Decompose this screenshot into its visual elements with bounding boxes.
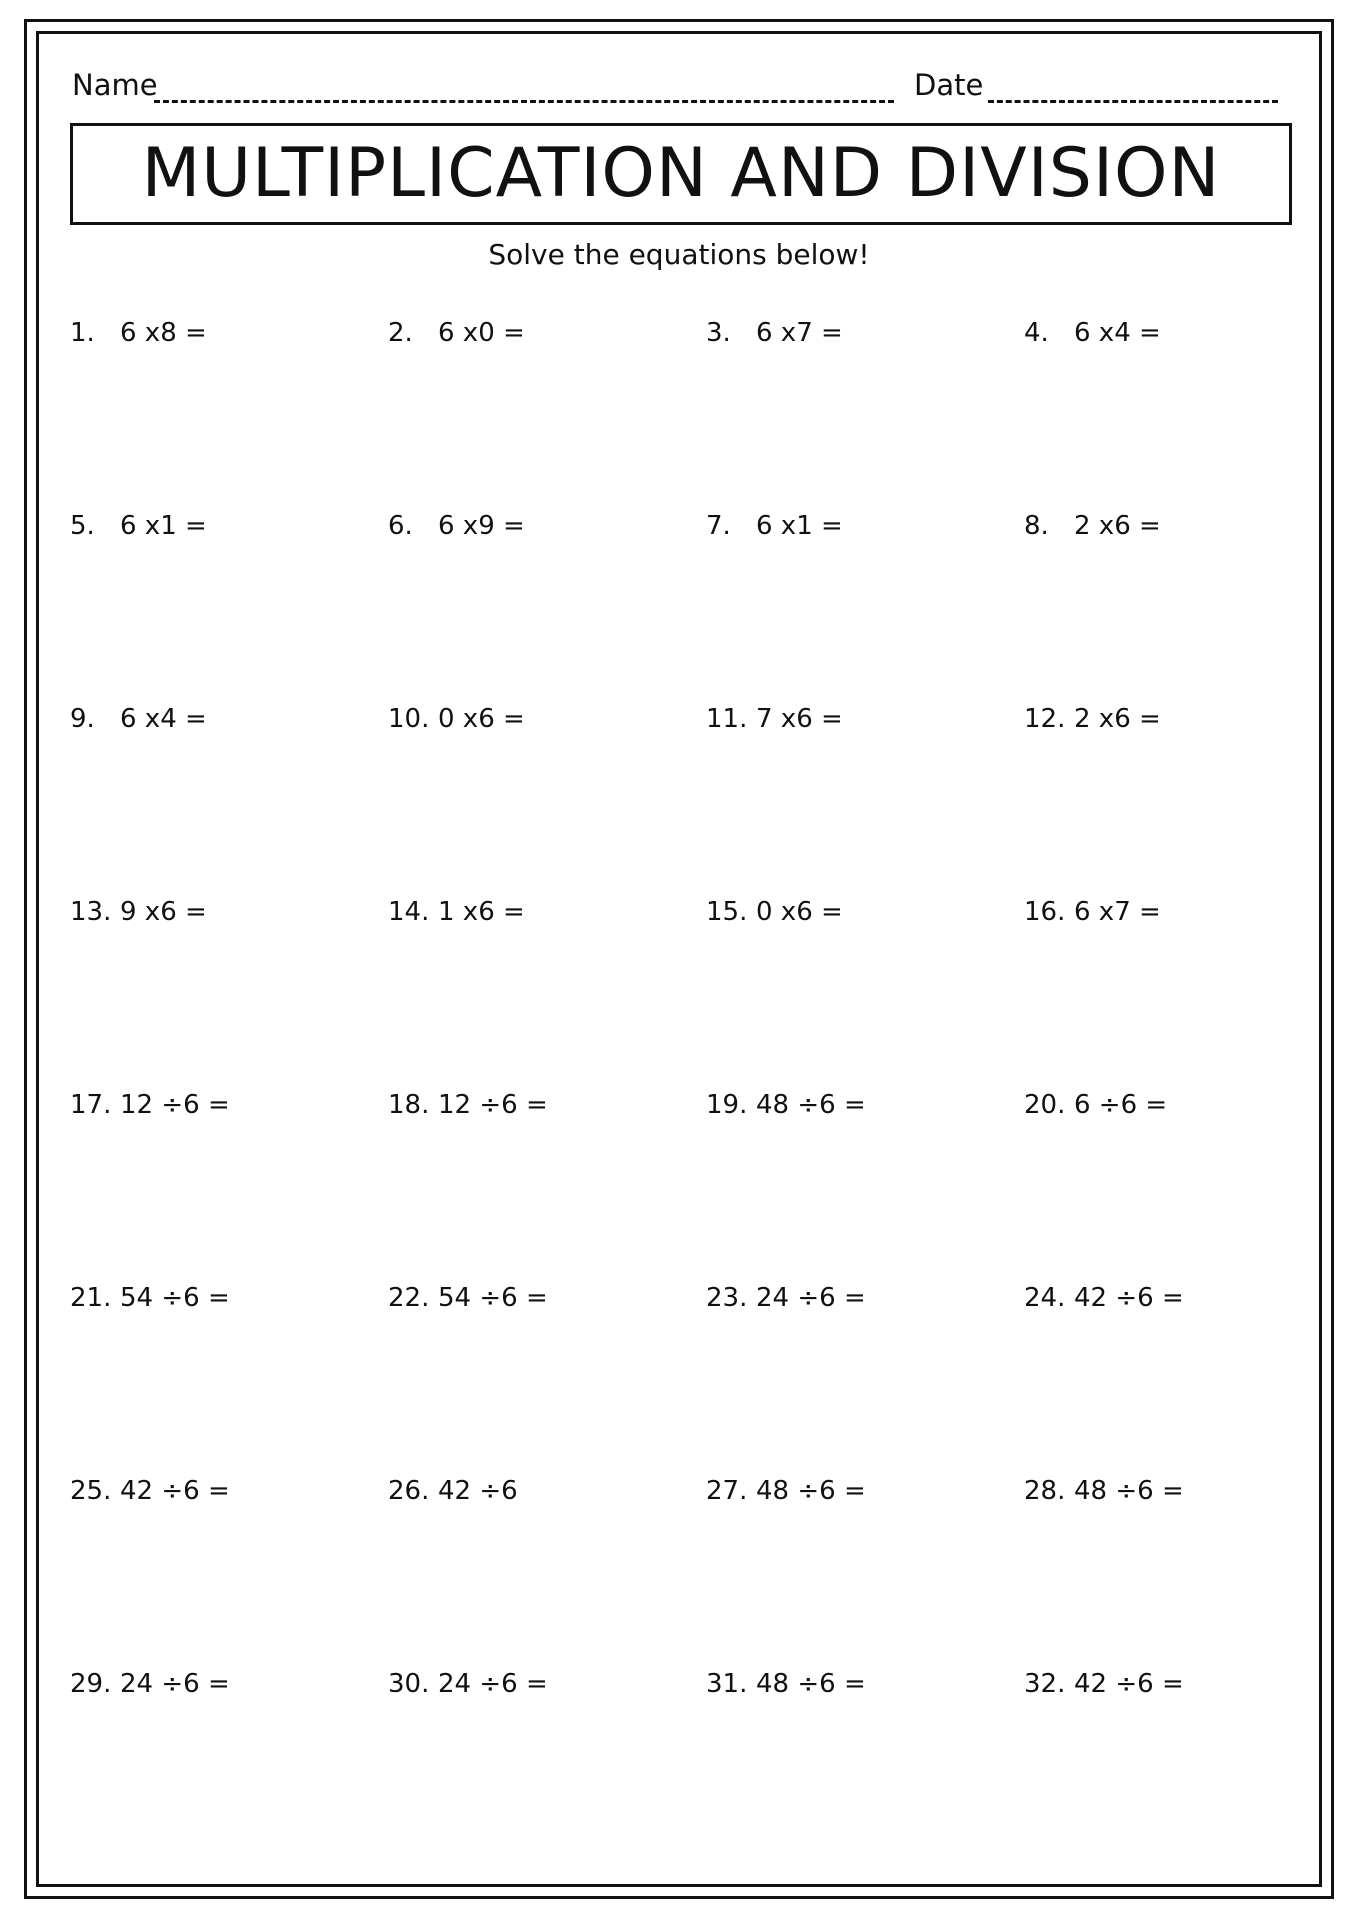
problem-15[interactable] (706, 894, 1024, 1087)
problem-number: 24. (1024, 1283, 1066, 1313)
instructions: Solve the equations below! (488, 238, 870, 271)
problem-expression: 48 ÷6 = (756, 1669, 866, 1699)
problem-grid (70, 315, 1342, 1865)
problem-number: 9. (70, 704, 95, 734)
problem-22[interactable] (388, 1280, 706, 1473)
problem-6[interactable] (388, 508, 706, 701)
problem-number: 5. (70, 511, 95, 541)
problem-7[interactable] (706, 508, 1024, 701)
problem-number: 32. (1024, 1669, 1066, 1699)
problem-17[interactable] (70, 1087, 388, 1280)
problem-2[interactable] (388, 315, 706, 508)
problem-expression: 24 ÷6 = (120, 1669, 230, 1699)
problem-number: 10. (388, 704, 430, 734)
problem-expression: 0 x6 = (756, 897, 843, 927)
problem-21[interactable] (70, 1280, 388, 1473)
problem-32[interactable] (1024, 1666, 1342, 1859)
problem-10[interactable] (388, 701, 706, 894)
problem-number: 17. (70, 1090, 112, 1120)
problem-27[interactable] (706, 1473, 1024, 1666)
problem-number: 28. (1024, 1476, 1066, 1506)
problem-number: 29. (70, 1669, 112, 1699)
problem-12[interactable] (1024, 701, 1342, 894)
problem-number: 1. (70, 318, 95, 348)
problem-expression: 6 x1 = (120, 511, 207, 541)
problem-expression: 6 x0 = (438, 318, 525, 348)
problem-expression: 24 ÷6 = (438, 1669, 548, 1699)
problem-number: 12. (1024, 704, 1066, 734)
problem-number: 13. (70, 897, 112, 927)
problem-number: 4. (1024, 318, 1049, 348)
problem-28[interactable] (1024, 1473, 1342, 1666)
problem-9[interactable] (70, 701, 388, 894)
problem-number: 3. (706, 318, 731, 348)
problem-expression: 42 ÷6 (438, 1476, 518, 1506)
problem-19[interactable] (706, 1087, 1024, 1280)
problem-expression: 6 ÷6 = (1074, 1090, 1168, 1120)
problem-18[interactable] (388, 1087, 706, 1280)
problem-expression: 9 x6 = (120, 897, 207, 927)
problem-expression: 2 x6 = (1074, 704, 1161, 734)
problem-5[interactable] (70, 508, 388, 701)
problem-number: 15. (706, 897, 748, 927)
problem-13[interactable] (70, 894, 388, 1087)
problem-expression: 42 ÷6 = (120, 1476, 230, 1506)
problem-expression: 0 x6 = (438, 704, 525, 734)
problem-expression: 24 ÷6 = (756, 1283, 866, 1313)
problem-expression: 48 ÷6 = (756, 1090, 866, 1120)
problem-expression: 6 x1 = (756, 511, 843, 541)
date-field[interactable] (988, 100, 1278, 103)
problem-29[interactable] (70, 1666, 388, 1859)
name-label: Name (72, 68, 158, 102)
problem-expression: 2 x6 = (1074, 511, 1161, 541)
problem-number: 31. (706, 1669, 748, 1699)
problem-expression: 1 x6 = (438, 897, 525, 927)
problem-number: 21. (70, 1283, 112, 1313)
problem-4[interactable] (1024, 315, 1342, 508)
problem-expression: 48 ÷6 = (756, 1476, 866, 1506)
problem-number: 14. (388, 897, 430, 927)
problem-expression: 12 ÷6 = (120, 1090, 230, 1120)
problem-expression: 12 ÷6 = (438, 1090, 548, 1120)
problem-30[interactable] (388, 1666, 706, 1859)
problem-8[interactable] (1024, 508, 1342, 701)
problem-16[interactable] (1024, 894, 1342, 1087)
problem-number: 20. (1024, 1090, 1066, 1120)
problem-expression: 42 ÷6 = (1074, 1283, 1184, 1313)
problem-expression: 6 x9 = (438, 511, 525, 541)
problem-1[interactable] (70, 315, 388, 508)
problem-number: 7. (706, 511, 731, 541)
worksheet-header (72, 62, 1292, 112)
problem-expression: 6 x8 = (120, 318, 207, 348)
problem-expression: 54 ÷6 = (438, 1283, 548, 1313)
problem-20[interactable] (1024, 1087, 1342, 1280)
problem-31[interactable] (706, 1666, 1024, 1859)
problem-number: 25. (70, 1476, 112, 1506)
problem-expression: 42 ÷6 = (1074, 1669, 1184, 1699)
problem-24[interactable] (1024, 1280, 1342, 1473)
problem-expression: 6 x4 = (120, 704, 207, 734)
date-label: Date (914, 68, 984, 102)
problem-number: 27. (706, 1476, 748, 1506)
problem-number: 2. (388, 318, 413, 348)
problem-number: 11. (706, 704, 748, 734)
problem-expression: 54 ÷6 = (120, 1283, 230, 1313)
name-field[interactable] (154, 100, 894, 103)
problem-number: 8. (1024, 511, 1049, 541)
problem-3[interactable] (706, 315, 1024, 508)
problem-14[interactable] (388, 894, 706, 1087)
problem-number: 19. (706, 1090, 748, 1120)
title-box (70, 123, 1292, 225)
problem-expression: 6 x7 = (1074, 897, 1161, 927)
problem-number: 16. (1024, 897, 1066, 927)
problem-26[interactable] (388, 1473, 706, 1666)
page-title: MULTIPLICATION AND DIVISION (141, 134, 1221, 213)
problem-11[interactable] (706, 701, 1024, 894)
problem-25[interactable] (70, 1473, 388, 1666)
problem-number: 6. (388, 511, 413, 541)
problem-number: 22. (388, 1283, 430, 1313)
problem-expression: 6 x7 = (756, 318, 843, 348)
problem-23[interactable] (706, 1280, 1024, 1473)
problem-expression: 6 x4 = (1074, 318, 1161, 348)
problem-expression: 7 x6 = (756, 704, 843, 734)
problem-number: 30. (388, 1669, 430, 1699)
problem-number: 23. (706, 1283, 748, 1313)
problem-number: 26. (388, 1476, 430, 1506)
problem-expression: 48 ÷6 = (1074, 1476, 1184, 1506)
problem-number: 18. (388, 1090, 430, 1120)
